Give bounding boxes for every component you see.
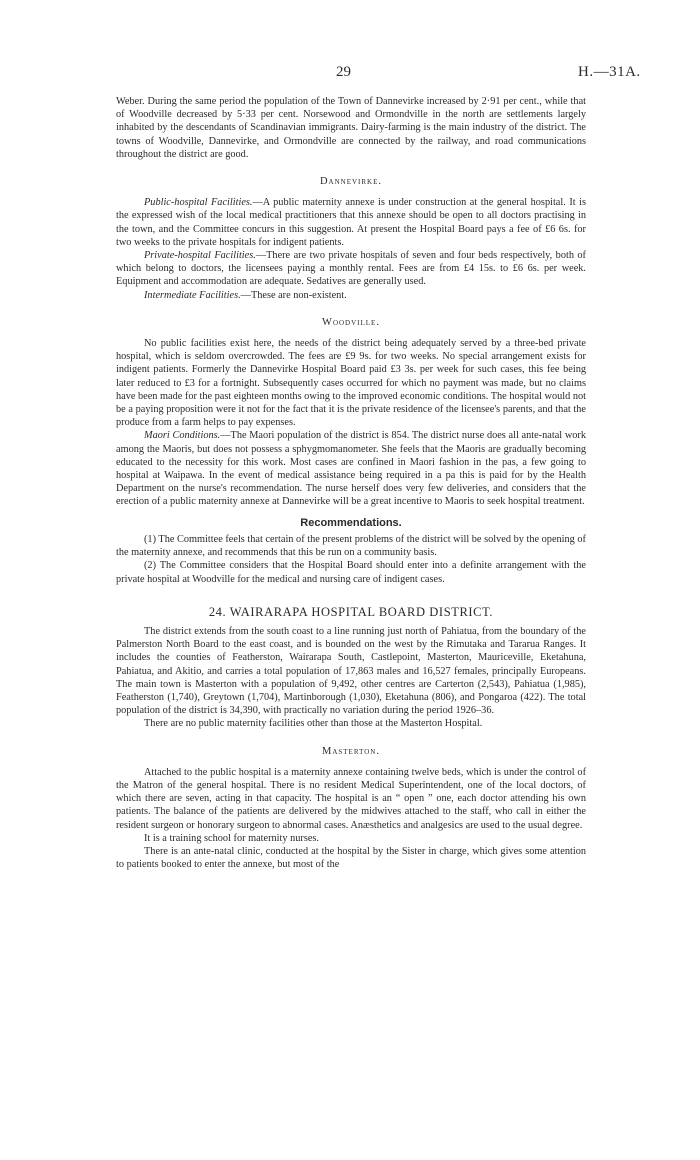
page-number: 29: [336, 64, 351, 80]
paragraph-label: Public-hospital Facilities.: [144, 197, 253, 209]
section-heading-wairarapa: 24. WAIRARAPA HOSPITAL BOARD DISTRICT.: [208, 604, 494, 619]
dannevirke-public-hospital-paragraph: [116, 196, 586, 249]
recommendations-heading: Recommendations.: [300, 516, 402, 529]
masterton-annexe-paragraph: Attached to the public hospital is a maternity annexe containing twelve beds, which is under the control of the Matron of the general hospital. There is no resident Medical Superintendent, one of the local doctors, of which there are seven, acting in that capacity. The hospital is an “ open ” one, each doctor attending his own patients. The balance of the patients are delivered by the midwives attached to the staff, who call in either the resident surgeon or honorary surgeon to abnormal cases. Anæsthetics and analgesics are used to the usual degree.: [116, 766, 586, 831]
wairarapa-description-paragraph: The district extends from the south coast to a line running just north of Pahiatua, from the boundary of the Palmerston North Board to the east coast, and is bounded on the west by the Rimutaka and Tararua Ranges. It includes the counties of Featherston, Wairarapa South, Castlepoint, Masterton, Mauriceville, Eketahuna, Pahiatua, and Akitio, and carries a total population of 17,863 males and 16,527 females, principally Europeans. The main town is Masterton with a population of 9,492, other centres are Carterton (2,543), Pahiatua (1,985), Featherston (1,740), Greytown (1,704), Martinborough (1,030), Eketahuna (806), and Pongaroa (422). The total population of the district is 34,390, with practically no variation during the period 1926–36.: [116, 625, 586, 717]
paragraph-label: Intermediate Facilities.: [144, 289, 241, 301]
document-reference: H.—31A.: [578, 64, 641, 80]
section-heading-masterton: Masterton.: [322, 745, 380, 757]
paragraph-label: Private-hospital Facilities.: [144, 250, 256, 262]
paragraph-text: —There are two private hospitals of seven and four beds respectively, both of which belong to doctors, the licensees paying a monthly rental. Fees are from £4 15s. to £6 6s. per week. Equipment and accommodation are adequate. Sedatives are generally used.: [116, 250, 586, 288]
paragraph-label: Maori Conditions.: [144, 430, 221, 442]
paragraph-text: —The Maori population of the district is 854. The district nurse does all ante-natal work among the Maoris, but does not possess a sphygmomanometer. She feels that the Maoris are gradually becoming educated to the necessity for this work. Most cases are confined in Maori fashion in the pas, a few going to hospital at Waipawa. In the event of medical assistance being required in a pa this is paid for by the Health Department on the nurse's recommendation. The nurse herself does very few deliveries, and considers that the erection of a public maternity annexe at Dannevirke will be a great incentive to Maoris to seek hospital treatment.: [116, 430, 586, 508]
recommendation-2: (2) The Committee considers that the Hospital Board should enter into a definite arrangement with the private hospital at Woodville for the medical and nursing care of indigent cases.: [116, 560, 586, 585]
wairarapa-facilities-paragraph: There are no public maternity facilities other than those at the Masterton Hospital.: [144, 718, 483, 730]
woodville-facilities-paragraph: No public facilities exist here, the needs of the district being adequately served by a three-bed private hospital, which is seldom overcrowded. The fees are £9 9s. for two weeks. No special arrangement exists for indigent patients. Formerly the Dannevirke Hospital Board paid £3 3s. per week for such cases, this fee being later reduced to £3 for a fortnight. Subsequently cases occurred for which no payment was made, but no claims have been made for the past eighteen months owing to the improved economic conditions. The hospital would not be a paying proposition were it not for the fact that it is the private residence of the licensee's parents, and that the produce from a farm helps to pay expenses.: [116, 338, 586, 429]
woodville-maori-paragraph: [116, 429, 586, 508]
paragraph-text: —These are non-existent.: [240, 289, 347, 301]
recommendation-1: (1) The Committee feels that certain of the present problems of the district will be solved by the opening of the maternity annexe, and recommends that this be run on a community basis.: [116, 533, 586, 559]
dannevirke-intermediate-paragraph: [116, 289, 586, 302]
paragraph-text: —A public maternity annexe is under construction at the general hospital. It is the expressed wish of the local medical practitioners that this annexe should be open to all doctors practising in the town, and the Committee concurs in this suggestion. At present the Hospital Board pays a fee of £6 6s. for two weeks to the private hospitals for indigent patients.: [116, 197, 586, 248]
section-heading-dannevirke: Dannevirke.: [319, 176, 383, 188]
intro-paragraph: Weber. During the same period the population of the Town of Dannevirke increased by 2·91 per cent., while that of Woodville decreased by 5·33 per cent. Norsewood and Ormondville in the north are settlements largely inhabited by the descendants of Scandinavian immigrants. Dairy-farming is the main industry of the district. The towns of Woodville, Dannevirke, and Ormondville are connected by the railway, and road communications throughout the district are good.: [116, 96, 586, 160]
masterton-clinic-paragraph: There is an ante-natal clinic, conducted at the hospital by the Sister in charge, which gives some attention to patients booked to enter the annexe, but most of the: [116, 845, 586, 871]
section-heading-woodville: Woodville.: [322, 316, 380, 328]
masterton-training-paragraph: It is a training school for maternity nurses.: [144, 832, 320, 844]
page-body: [116, 95, 586, 871]
dannevirke-private-hospital-paragraph: [116, 249, 586, 289]
